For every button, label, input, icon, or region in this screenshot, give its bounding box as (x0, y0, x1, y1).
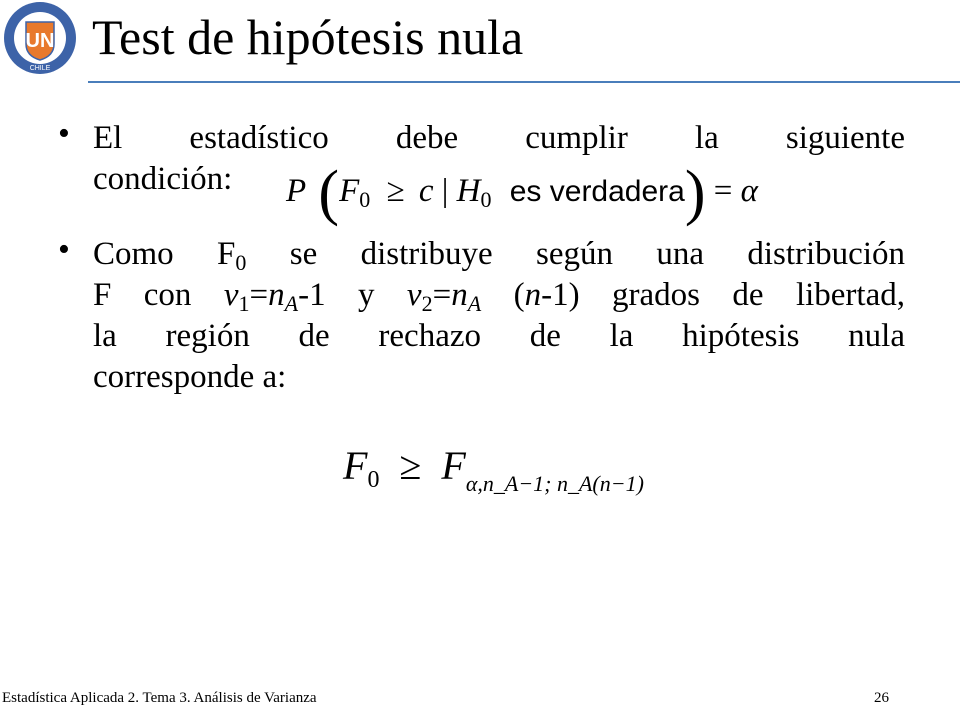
footer-course: Estadística Aplicada 2. Tema 3. Análisis de Varianza (2, 690, 317, 706)
formula-rparen: ) (684, 159, 706, 227)
slide-title: Test de hipótesis nula (92, 9, 524, 65)
bullet-2-line4: corresponde a: (93, 359, 287, 395)
logo-letters: UN (25, 30, 55, 52)
formula-f: F (339, 173, 360, 209)
bullet-1-prefix: condición: (93, 161, 233, 197)
formula-c: c (418, 173, 434, 209)
bullet-2-line1: Como $F_0$ se distribuye según una distribución (93, 236, 905, 275)
formula-geq: ≥ (386, 173, 405, 209)
rejection-geq: ≥ (399, 443, 422, 488)
bullet-2-line3: la región de rechazo de la hipótesis nula (93, 318, 905, 354)
formula-text: es verdadera (509, 175, 685, 208)
formula-lparen: ( (318, 159, 340, 227)
rejection-f-critical-sub: α,n_A−1; n_A(n−1) (465, 471, 644, 496)
formula-h: H (456, 173, 481, 209)
bullet-2-line2: F con $v_1=n_A-1$ y $v_2=n_A$ (n-1) grados de libertad, (93, 277, 905, 316)
formula-bar: | (441, 173, 449, 209)
formula-f-sub: 0 (359, 187, 371, 212)
logo-country: CHILE (29, 65, 51, 72)
bullet-marker: • (58, 115, 70, 152)
formula-alpha: α (740, 173, 758, 209)
rejection-f0-sub: 0 (367, 467, 380, 493)
bullet-2 (93, 234, 905, 398)
university-logo (2, 0, 78, 76)
rejection-region-formula (343, 442, 644, 497)
page-number: 26 (874, 690, 889, 706)
formula-eq: = (713, 173, 733, 209)
formula-h-sub: 0 (480, 187, 492, 212)
bullet-marker: • (58, 231, 70, 268)
title-divider (88, 81, 960, 83)
probability-condition-formula (286, 158, 758, 227)
formula-p: P (286, 173, 307, 209)
bullet-1-line1: El estadístico debe cumplir la siguiente (93, 120, 905, 156)
rejection-f-critical: F (441, 443, 466, 488)
rejection-f0: F (343, 443, 368, 488)
